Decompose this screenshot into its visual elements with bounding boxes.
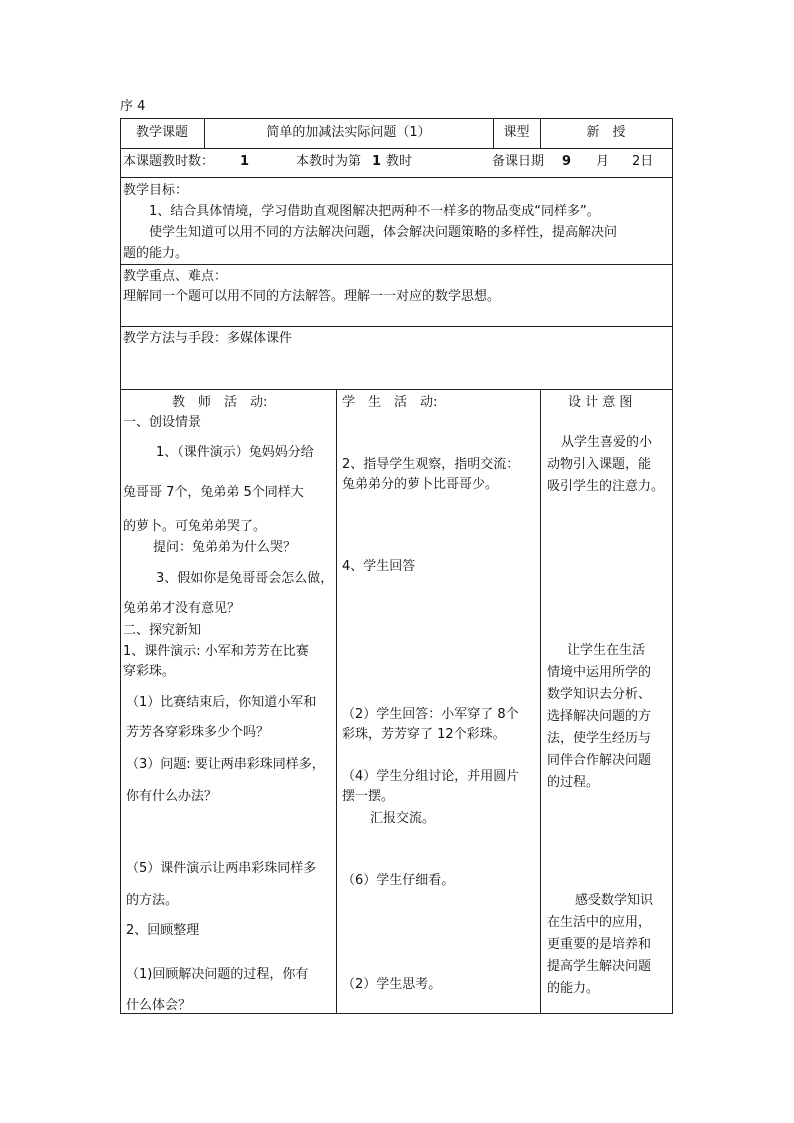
periods-value: 1 (240, 154, 250, 169)
teacher-text: 芳芳各穿彩珠多少个吗？ (126, 725, 270, 740)
teacher-text: 1、（课件演示）兔妈妈分给 (156, 445, 314, 460)
current-value: 1 (372, 154, 382, 169)
design-text: 的能力。 (547, 981, 600, 996)
teacher-text: （5）课件演示让两串彩珠同样多 (126, 861, 317, 876)
teacher-text: 提问：兔弟弟为什么哭？ (153, 540, 297, 555)
section-heading: 二、探究新知 (123, 623, 202, 638)
design-text: 动物引入课题，能 (547, 457, 652, 472)
student-text: 汇报交流。 (370, 811, 436, 826)
type-value: 新 授 (586, 125, 626, 140)
student-text: 摆一摆。 (342, 789, 395, 804)
periods-label: 本课题教时数： (123, 154, 215, 169)
topic-label: 教学课题 (135, 125, 188, 140)
teacher-text: （3）问题: 要让两串彩珠同样多， (126, 757, 325, 772)
teacher-text: 穿彩珠。 (123, 664, 176, 679)
type-label: 课型 (503, 125, 530, 140)
prep-day: 2日 (632, 154, 654, 169)
teacher-text: （1）比赛结束后，你知道小军和 (126, 695, 317, 710)
design-text: 提高学生解决问题 (547, 959, 652, 974)
student-text: （4）学生分组讨论，并用圆片 (342, 769, 520, 784)
objectives-title: 教学目标： (123, 183, 189, 198)
objective-line: 题的能力。 (123, 246, 189, 261)
design-text: 感受数学知识 (575, 893, 654, 908)
teacher-text: 你有什么办法？ (126, 789, 218, 804)
teacher-text: 的萝卜。可兔弟弟哭了。 (123, 519, 267, 534)
keypoints-text: 理解同一个题可以用不同的方法解答。理解一一对应的数学思想。 (123, 289, 501, 304)
design-text: 同伴合作解决问题 (547, 753, 652, 768)
keypoints-title: 教学重点、难点： (123, 269, 228, 284)
design-text: 情境中运用所学的 (547, 665, 652, 680)
teacher-text: 3、假如你是兔哥哥会怎么做， (156, 571, 334, 586)
methods-text: 教学方法与手段：多媒体课件 (123, 331, 293, 346)
design-text: 从学生喜爱的小 (561, 435, 653, 450)
design-column-header: 设 计 意 图 (568, 395, 633, 410)
month-unit: 月 (596, 154, 610, 169)
teacher-text: 1、课件演示: 小军和芳芳在比赛 (123, 644, 309, 659)
prep-month: 9 (562, 154, 572, 169)
design-text: 的过程。 (547, 775, 600, 790)
student-text: 4、学生回答 (342, 559, 416, 574)
teacher-text: （1)回顾解决问题的过程，你有 (126, 967, 309, 982)
teacher-text: 什么体会？ (126, 998, 192, 1013)
design-text: 数学知识去分析、 (547, 687, 652, 702)
section-heading: 2、回顾整理 (126, 923, 200, 938)
period-unit: 教时 (386, 154, 413, 169)
student-text: （6）学生仔细看。 (342, 873, 455, 888)
student-text: （2）学生回答：小军穿了 8个 (342, 707, 519, 722)
design-text: 选择解决问题的方 (547, 709, 652, 724)
teacher-column-header: 教 师 活 动: (172, 395, 268, 410)
teacher-text: 的方法。 (126, 893, 179, 908)
objective-line: 使学生知道可以用不同的方法解决问题，体会解决问题策略的多样性，提高解决问 (149, 225, 618, 240)
current-label: 本教时为第 (296, 154, 362, 169)
design-text: 更重要的是培养和 (547, 937, 652, 952)
topic-title: 简单的加减法实际问题（1） (266, 125, 431, 140)
design-text: 法，使学生经历与 (547, 731, 652, 746)
design-text: 吸引学生的注意力。 (547, 479, 665, 494)
student-text: 兔弟弟分的萝卜比哥哥少。 (342, 477, 499, 492)
student-text: 2、指导学生观察，指明交流： (342, 457, 520, 472)
objective-line: 1、结合具体情境，学习借助直观图解决把两种不一样多的物品变成“同样多”。 (149, 204, 600, 219)
teacher-text: 兔弟弟才没有意见？ (123, 601, 241, 616)
serial-number: 序 4 (120, 99, 146, 114)
prep-date-label: 备课日期 (492, 154, 545, 169)
teacher-text: 兔哥哥 7个，兔弟弟 5个同样大 (123, 485, 304, 500)
section-heading: 一、创设情景 (123, 415, 202, 430)
student-column-header: 学 生 活 动: (342, 395, 438, 410)
student-text: 彩珠，芳芳穿了 12个彩珠。 (342, 727, 506, 742)
design-text: 让学生在生活 (567, 643, 646, 658)
student-text: （2）学生思考。 (342, 977, 442, 992)
design-text: 在生活中的应用， (547, 915, 652, 930)
